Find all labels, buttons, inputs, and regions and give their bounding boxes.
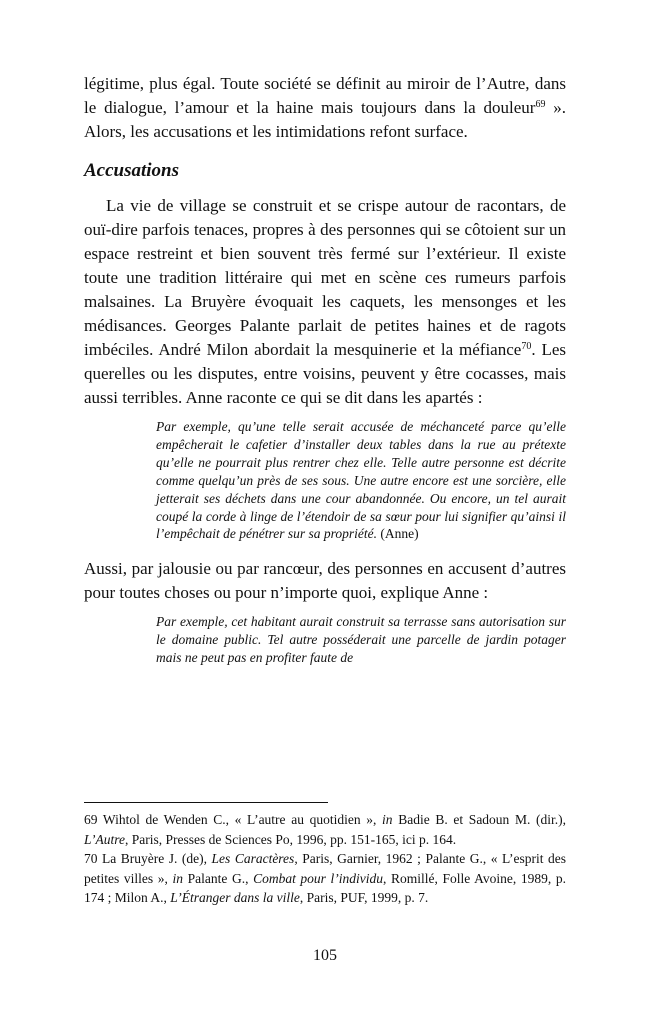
footnote-70: 70 La Bruyère J. (de), Les Caractères, Paris, Garnier, 1962 ; Palante G., « L’esprit des petites villes », in Palante G., Combat pour l’individu, Romillé, Folle Avoine, 1989, p. 174 ; Milon A., L’Étranger dans la ville, Paris, PUF, 1999, p. 7.	[84, 851, 566, 906]
paragraph-intro: légitime, plus égal. Toute société se définit au miroir de l’Autre, dans le dialogue, l’amour et la haine mais toujours dans la douleur$^{69}$ ». Alors, les accusations et les intimidations refont surface.	[84, 74, 566, 141]
page-number: 105	[313, 947, 337, 964]
footnote-69: 69 Wihtol de Wenden C., « L’autre au quotidien », in Badie B. et Sadoun M. (dir.), L’Autre, Paris, Presses de Sciences Po, 1996, pp. 151-165, ici p. 164.	[84, 812, 566, 847]
block-quote-anne-1: Par exemple, qu’une telle serait accusée de méchanceté parce qu’elle empêcherait le cafetier d’installer deux tables dans la rue au prétexte qu’elle ne pourrait plus rentrer chez elle. Telle autre personne est décrite comme quelqu’un près de ses sous. Une autre encore est une sorcière, elle jetterait ses déchets dans une cour abandonnée. Ou encore, un tel aurait coupé la corde à linge de l’étendoir de sa sœur pour lui signifier qu’ainsi il l’empêchait de pénétrer sur sa propriété. (Anne)	[156, 419, 566, 542]
block-quote-anne-2: Par exemple, cet habitant aurait construit sa terrasse sans autorisation sur le domaine public. Tel autre posséderait une parcelle de jardin potager mais ne peut pas en profiter faute de	[156, 614, 566, 666]
quote-attribution: (Anne)	[376, 526, 419, 542]
paragraph-village: La vie de village se construit et se crispe autour de racontars, de ouï-dire parfois tenaces, propres à des personnes qui se côtoient sur un espace restreint et bien souvent très fermé sur l’extérieur. Il existe toute une tradition littéraire qui met en scène ces rumeurs parfois malsaines. La Bruyère évoquait les caquets, les mensonges et les médisances. Georges Palante parlait de petites haines et de ragots imbéciles. André Milon abordait la mesquinerie et la méfiance$^{70}$. Les querelles ou les disputes, entre voisins, peuvent y être cocasses, mais aussi terribles. Anne raconte ce qui se dit dans les apartés :	[84, 196, 566, 407]
footnotes	[84, 810, 566, 908]
footnote-ref-69[interactable]: 69	[535, 99, 546, 110]
section-heading: Accusations	[84, 160, 180, 181]
footnote-separator	[84, 802, 328, 803]
paragraph-jealousy: Aussi, par jalousie ou par rancœur, des personnes en accusent d’autres pour toutes choses ou pour n’importe quoi, explique Anne :	[84, 559, 566, 603]
footnote-ref-70[interactable]: 70	[521, 341, 532, 352]
page-body	[84, 72, 566, 667]
